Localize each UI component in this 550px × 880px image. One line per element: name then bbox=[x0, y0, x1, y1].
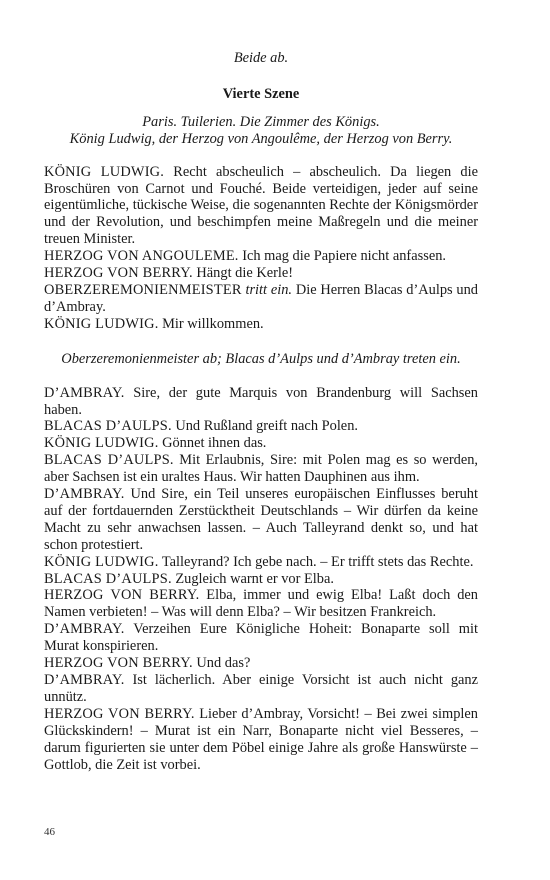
speech-text: Ich mag die Papiere nicht anfassen. bbox=[238, 248, 446, 265]
speaker-name: HERZOG VON BERRY. bbox=[44, 655, 193, 672]
speech-text: Verzeihen Eure Königliche Hoheit: Bonaparte soll mit Murat konspirieren. bbox=[44, 621, 478, 655]
speech-text: Die Herren Blacas d’Aulps und d’Ambray. bbox=[44, 281, 479, 315]
speech bbox=[44, 316, 478, 333]
stage-direction: Oberzeremonienmeister ab; Blacas d’Aulps und d’Ambray treten ein. bbox=[61, 350, 461, 367]
speech-text: Ist lächerlich. Aber einige Vorsicht ist auch nicht ganz unnütz. bbox=[44, 672, 478, 705]
page-number: 46 bbox=[44, 826, 55, 838]
speech bbox=[44, 571, 478, 588]
speaker-name: OBERZEREMONIENMEISTER bbox=[44, 281, 242, 298]
speech bbox=[44, 706, 478, 774]
speech bbox=[44, 418, 478, 435]
speaker-name: KÖNIG LUDWIG. bbox=[44, 163, 165, 180]
speech-text: Mit Erlaubnis, Sire: mit Polen mag es so werden, aber Sachsen ist ein uraltes Haus. Wir hatten Dauphinen aus ihm. bbox=[44, 452, 478, 486]
speaker-name: D’AMBRAY. bbox=[44, 486, 125, 503]
speech bbox=[44, 554, 478, 571]
speaker-name: HERZOG VON BERRY. bbox=[44, 705, 195, 722]
inline-stage-direction: tritt ein. bbox=[241, 281, 293, 298]
speech-text: Gönnet ihnen das. bbox=[158, 435, 267, 452]
speech bbox=[44, 164, 478, 249]
speech bbox=[44, 282, 478, 316]
speech bbox=[44, 587, 478, 621]
speech-text: Sire, der gute Marquis von Brandenburg will Sachsen haben. bbox=[44, 384, 478, 418]
scene-title: Vierte Szene bbox=[222, 85, 300, 102]
speech-block-2 bbox=[44, 385, 478, 774]
speech-text: Elba, immer und ewig Elba! Laßt doch den Namen verbieten! – Was will denn Elba? – Wir besitzen Frankreich. bbox=[44, 587, 478, 621]
speech bbox=[44, 486, 478, 554]
speech bbox=[44, 452, 478, 486]
speech-text: Und Rußland greift nach Polen. bbox=[171, 418, 358, 435]
speech-text: Und das? bbox=[192, 655, 251, 672]
speech bbox=[44, 435, 478, 452]
speaker-name: KÖNIG LUDWIG. bbox=[44, 315, 159, 332]
speaker-name: D’AMBRAY. bbox=[44, 672, 125, 688]
speech-text: Hängt die Kerle! bbox=[192, 265, 294, 282]
speaker-name: HERZOG VON BERRY. bbox=[44, 587, 200, 604]
setting-line-1: Paris. Tuilerien. Die Zimmer des Königs. bbox=[142, 113, 380, 130]
speech-text: Mir willkommen. bbox=[158, 315, 264, 332]
speech bbox=[44, 621, 478, 655]
speaker-name: D’AMBRAY. bbox=[44, 621, 125, 638]
speaker-name: KÖNIG LUDWIG. bbox=[44, 553, 159, 570]
speech-text: Zugleich warnt er vor Elba. bbox=[171, 570, 334, 587]
speaker-name: BLACAS D’AULPS. bbox=[44, 418, 172, 435]
speaker-name: KÖNIG LUDWIG. bbox=[44, 435, 159, 452]
speech bbox=[44, 655, 478, 672]
speech bbox=[44, 385, 478, 419]
stage-direction-exit: Beide ab. bbox=[233, 50, 289, 66]
speaker-name: HERZOG VON ANGOULEME. bbox=[44, 248, 239, 265]
speech-block-1 bbox=[44, 164, 478, 333]
page-body bbox=[44, 50, 478, 773]
speech-text: Recht abscheulich – abscheulich. Da liegen die Broschüren von Carnot und Fouché. Beide verteidigen, jeder auf seine eigentümliche, tückische Weise, die sogenannten Rechte der Königsmörder und der Revolution, und beschimpfen meine Maßregeln und die meiner treuen Minister. bbox=[44, 163, 479, 248]
speech-text: Talleyrand? Ich gebe nach. – Er trifft stets das Rechte. bbox=[158, 553, 474, 570]
speaker-name: BLACAS D’AULPS. bbox=[44, 570, 172, 587]
speaker-name: HERZOG VON BERRY. bbox=[44, 265, 193, 282]
speaker-name: BLACAS D’AULPS. bbox=[44, 452, 174, 469]
speech-text: Lieber d’Ambray, Vorsicht! – Bei zwei simplen Glückskindern! – Murat ist ein Narr, Bonaparte nicht viel Besseres, – darum figurierten sie unter dem Pöbel einige Jahre als große Hanswürste – Gottlob, die Zeit ist vorbei. bbox=[44, 705, 478, 773]
speech bbox=[44, 672, 478, 706]
speech bbox=[44, 248, 478, 265]
speech-text: Und Sire, ein Teil unseres europäischen Einflusses beruht auf der fortdauernden Zerstücktheit Deutschlands – Wir dürfen da keine Macht zu sehr anwachsen lassen. – Auch Talleyrand denkt so, und hat schon protestiert. bbox=[44, 486, 478, 553]
setting-line-2: König Ludwig, der Herzog von Angoulême, der Herzog von Berry. bbox=[69, 130, 453, 147]
scene-setting bbox=[44, 114, 478, 148]
speech bbox=[44, 265, 478, 282]
speaker-name: D’AMBRAY. bbox=[44, 384, 125, 401]
